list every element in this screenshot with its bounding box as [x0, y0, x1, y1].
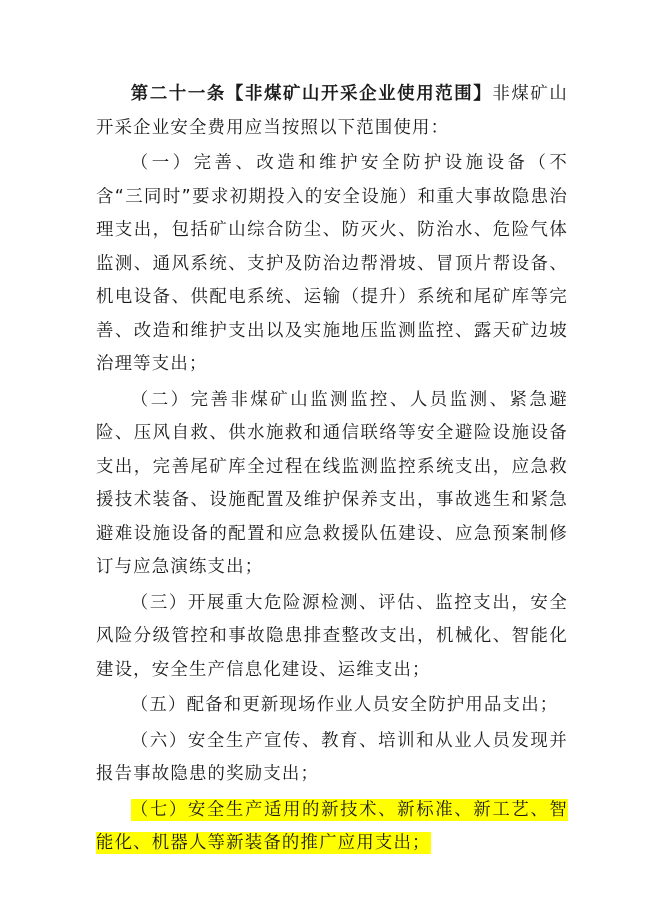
list-item-3 [96, 587, 568, 688]
list-item-text: （三）开展重大危险源检测、评估、监控支出，安全风险分级管控和事故隐患排查整改支出，机械化、智能化建设，安全生产信息化建设、运维支出； [96, 592, 568, 680]
list-item-1 [96, 147, 568, 382]
list-item-7-highlighted [96, 794, 568, 861]
list-item-6 [96, 725, 568, 792]
article-paragraph [96, 78, 568, 145]
article-heading: 第二十一条【非煤矿山开采企业使用范围】 [130, 84, 493, 104]
list-item-text: （一）完善、改造和维护安全防护设施设备（不含“三同时”要求初期投入的安全设施）和重大事故隐患治理支出，包括矿山综合防尘、防灭火、防治水、危险气体监测、通风系统、支护及防治边帮滑坡、冒顶片帮设备、机电设备、供配电系统、运输（提升）系统和尾矿库等完善、改造和维护支出以及实施地压监测监控、露天矿边坡治理等支出； [96, 153, 568, 374]
list-item-5 [96, 689, 568, 723]
list-item-2 [96, 384, 568, 585]
list-item-text: （五）配备和更新现场作业人员安全防护用品支出； [130, 695, 559, 715]
list-item-text: （二）完善非煤矿山监测监控、人员监测、紧急避险、压风自救、供水施救和通信联络等安全避险设施设备支出，完善尾矿库全过程在线监测监控系统支出，应急救援技术装备、设施配置及维护保养支出，事故逃生和紧急避难设施设备的配置和应急救援队伍建设、应急预案制修订与应急演练支出； [96, 389, 568, 577]
article-intro: 非煤矿山开采企业安全费用应当按照以下范围使用： [96, 84, 568, 138]
list-item-text: （六）安全生产宣传、教育、培训和从业人员发现并报告事故隐患的奖励支出； [96, 730, 568, 784]
highlighted-text: （七）安全生产适用的新技术、新标准、新工艺、智能化、机器人等新装备的推广应用支出； [96, 799, 568, 853]
document-page [96, 78, 568, 861]
